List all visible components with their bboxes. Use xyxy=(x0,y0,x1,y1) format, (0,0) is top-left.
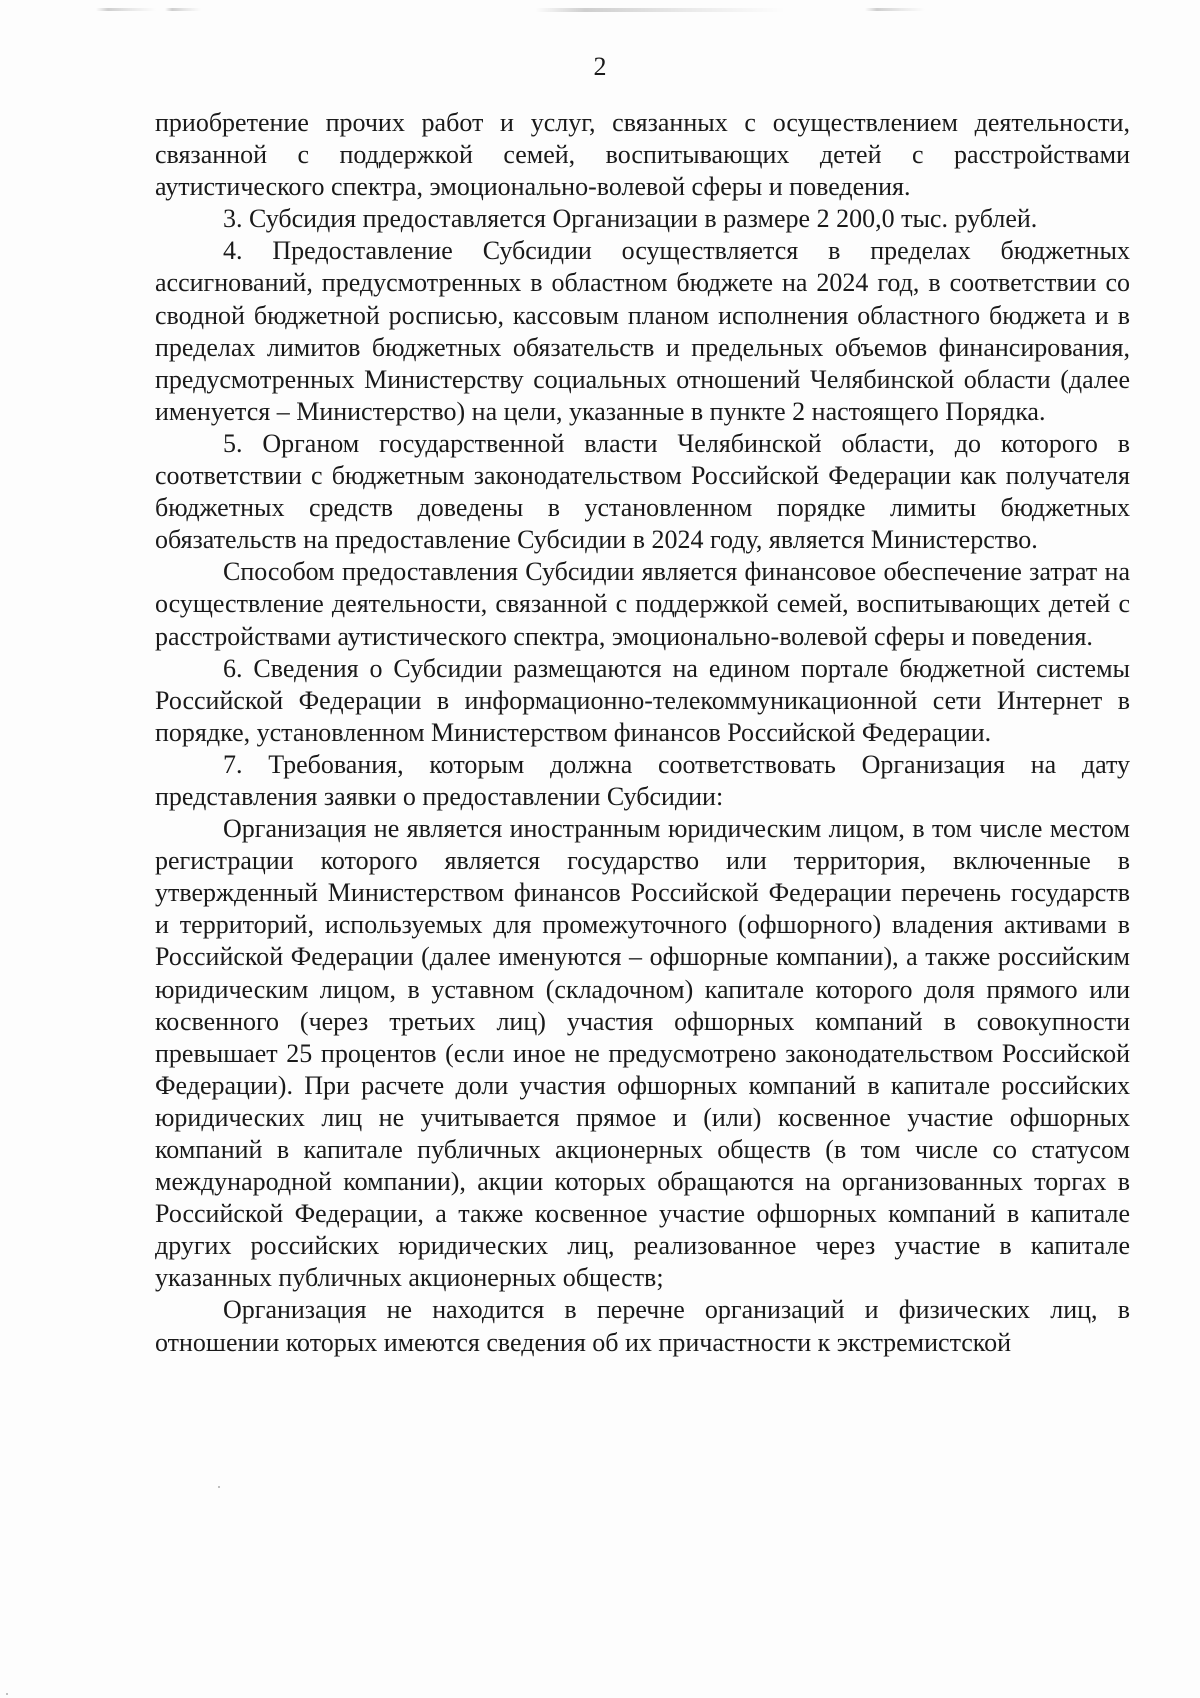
page-number: 2 xyxy=(593,52,607,81)
scan-artifact xyxy=(6,1693,8,1695)
document-body xyxy=(155,107,1130,1359)
paragraph-method: Способом предоставления Субсидии является финансовое обеспечение затрат на осуществление деятельности, связанной с поддержкой семей, воспитывающих детей с расстройствами аутистического спектра, эмоционально-волевой сферы и поведения. xyxy=(155,557,1130,651)
paragraph-continuation: приобретение прочих работ и услуг, связанных с осуществлением деятельности, связанной с поддержкой семей, воспитывающих детей с расстройствами аутистического спектра, эмоционально-волевой сферы и поведения. xyxy=(155,108,1130,202)
paragraph-extremism: Организация не находится в перечне организаций и физических лиц, в отношении которых имеются сведения об их причастности к экстремистской xyxy=(155,1295,1130,1357)
paragraph-item-4: 4. Предоставление Субсидии осуществляется в пределах бюджетных ассигнований, предусмотренных в областном бюджете на 2024 год, в соответствии со сводной бюджетной росписью, кассовым планом исполнения областного бюджета и в пределах лимитов бюджетных обязательств и предельных объемов финансирования, предусмотренных Министерству социальных отношений Челябинской области (далее именуется – Министерство) на цели, указанные в пункте 2 настоящего Порядка. xyxy=(155,236,1130,426)
scan-artifact xyxy=(218,1486,220,1488)
scan-artifact xyxy=(535,8,785,12)
paragraph-item-6: 6. Сведения о Субсидии размещаются на едином портале бюджетной системы Российской Федерации в информационно-телекоммуникационной сети Интернет в порядке, установленном Министерством финансов Российской Федерации. xyxy=(155,653,1130,747)
scan-artifact xyxy=(96,8,156,11)
paragraph-item-5: 5. Органом государственной власти Челябинской области, до которого в соответствии с бюджетным законодательством Российской Федерации как получателя бюджетных средств доведены в установленном порядке лимиты бюджетных обязательств на предоставление Субсидии в 2024 году, является Министерство. xyxy=(155,428,1130,555)
paragraph-item-7: 7. Требования, которым должна соответствовать Организация на дату представления заявки о предоставлении Субсидии: xyxy=(155,749,1130,811)
paragraph-offshore: Организация не является иностранным юридическим лицом, в том числе местом регистрации которого является государство или территория, включенные в утвержденный Министерством финансов Российской Федерации перечень государств и территорий, используемых для промежуточного (офшорного) владения активами в Российской Федерации (далее именуются – офшорные компании), а также российским юридическим лицом, в уставном (складочном) капитале которого доля прямого или косвенного (через третьих лиц) участия офшорных компаний в совокупности превышает 25 процентов (если иное не предусмотрено законодательством Российской Федерации). При расчете доли участия офшорных компаний в капитале российских юридических лиц не учитывается прямое и (или) косвенное участие офшорных компаний в капитале публичных акционерных обществ (в том числе со статусом международной компании), акции которых обращаются на организованных торгах в Российской Федерации, а также косвенное участие офшорных компаний в капитале других российских юридических лиц, реализованное через участие в капитале указанных публичных акционерных обществ; xyxy=(155,814,1130,1293)
scan-artifact xyxy=(865,8,925,11)
scan-artifact xyxy=(165,8,201,11)
paragraph-item-3: 3. Субсидия предоставляется Организации в размере 2 200,0 тыс. рублей. xyxy=(223,204,1038,234)
